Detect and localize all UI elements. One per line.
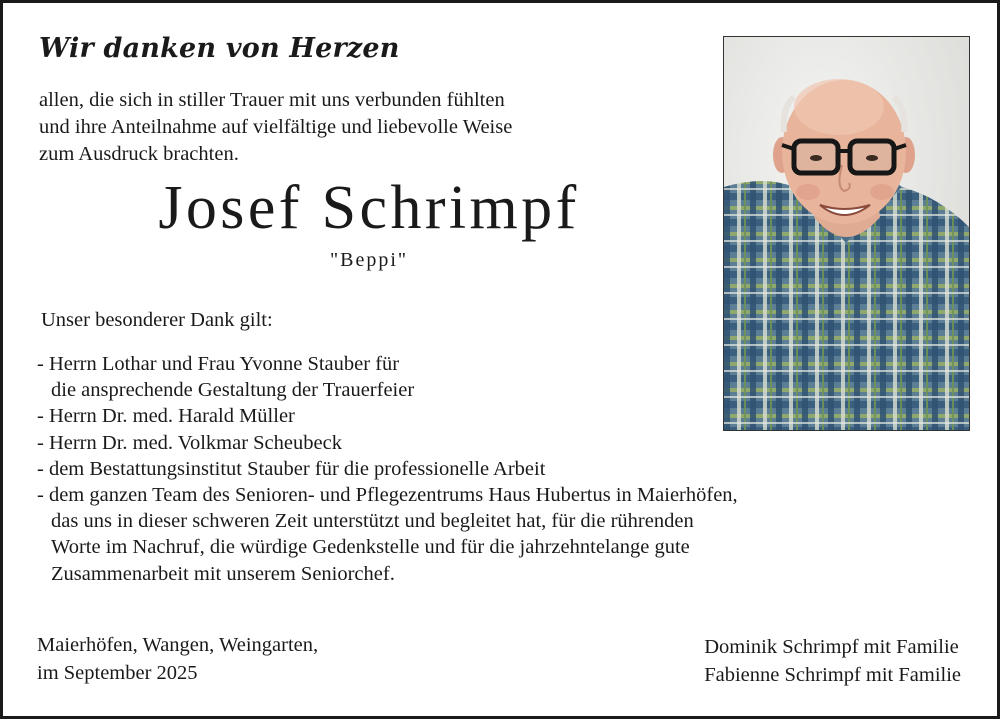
thanks-item-continuation: das uns in dieser schweren Zeit unterstützt und begleitet hat, für die rührenden [51,510,694,533]
thanks-item-continuation: Worte im Nachruf, die würdige Gedenkstelle und für die jahrzehntelange gute [51,536,690,559]
thanks-item: - Herrn Lothar und Frau Yvonne Stauber für [37,353,400,375]
signer-line: Fabienne Schrimpf mit Familie [704,664,961,686]
place-and-date [37,631,318,687]
thanks-item-continuation: Zusammenarbeit mit unserem Seniorchef. [51,562,395,585]
thanks-item: - Herrn Dr. med. Volkmar Scheubeck [37,431,342,454]
intro-text [39,87,679,168]
thanks-list [37,351,977,587]
thanks-item: - dem ganzen Team des Senioren- und Pflegezentrums Haus Hubertus in Maierhöfen, [37,484,738,507]
date-line: im September 2025 [37,662,198,684]
thanks-intro: Unser besonderer Dank gilt: [41,309,273,331]
deceased-name: Josef Schrimpf [158,174,580,242]
signer-line: Dominik Schrimpf mit Familie [704,636,959,658]
thanks-item: - Herrn Dr. med. Harald Müller [37,405,295,428]
heading: Wir danken von Herzen [39,33,400,64]
intro-line: und ihre Anteilnahme auf vielfältige und liebevolle Weise [39,116,513,138]
nickname: "Beppi" [329,249,409,271]
thanks-item-continuation: die ansprechende Gestaltung der Trauerfeier [51,379,415,402]
intro-line: allen, die sich in stiller Trauer mit uns verbunden fühlten [39,89,505,111]
place-line: Maierhöfen, Wangen, Weingarten, [37,634,319,656]
thanks-item: - dem Bestattungsinstitut Stauber für die professionelle Arbeit [37,457,546,480]
intro-line: zum Ausdruck brachten. [39,143,239,165]
signers [704,633,961,689]
